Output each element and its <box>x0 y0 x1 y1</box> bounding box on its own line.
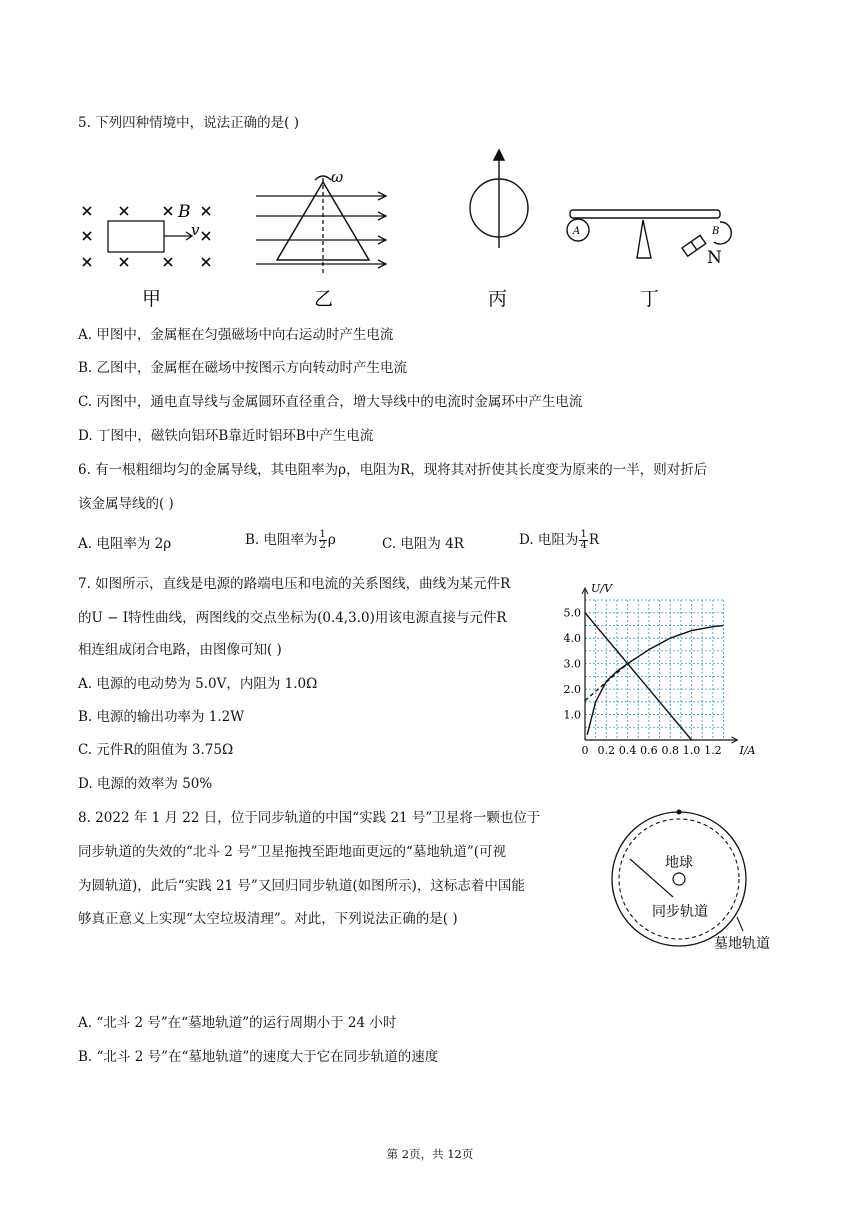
y-tick-label: 3.0 <box>563 657 581 671</box>
q8-stem-line2: 同步轨道的失效的“北斗 2 号”卫星拖拽至距地面更远的“墓地轨道”(可视 <box>78 844 507 860</box>
q6-option-c: C. 电阻为 4R <box>382 536 464 552</box>
q5-option-a: A. 甲图中，金属框在匀强磁场中向右运动时产生电流 <box>78 327 394 343</box>
q5-option-d: D. 丁图中，磁铁向铝环B靠近时铝环B中产生电流 <box>78 428 374 444</box>
x-tick-label: 0.8 <box>661 744 679 757</box>
label-sync: 同步轨道 <box>652 904 708 920</box>
x-tick-label: 0.4 <box>618 744 637 757</box>
q7-stem-line3: 相连组成闭合电路，由图像可知( ) <box>78 642 282 658</box>
q5-figures <box>70 140 790 320</box>
grave-pointer <box>737 917 743 931</box>
x-tick-label: 1.2 <box>704 744 722 757</box>
y-tick-label: 4.0 <box>563 632 581 646</box>
satellite-dot <box>677 810 682 815</box>
q6-option-d-text: D. 电阻为 <box>519 532 579 548</box>
fig-jia-v: v <box>191 221 200 239</box>
y-tick-label: 2.0 <box>563 683 581 697</box>
q8-stem-line3: 为圆轨道)，此后“实践 21 号”又回归同步轨道(如图所示)，这标志着中国能 <box>78 878 525 894</box>
fig-ding-N: N <box>707 248 722 268</box>
fig-label-ding: 丁 <box>640 288 660 310</box>
figure-yi <box>256 176 386 274</box>
q8-option-b: B. “北斗 2 号”在“墓地轨道”的速度大于它在同步轨道的速度 <box>78 1049 439 1065</box>
q6-option-b-unit: ρ <box>327 532 336 548</box>
fig-label-bing: 丙 <box>488 288 508 310</box>
x-tick-label: 1.0 <box>682 744 701 757</box>
label-earth: 地球 <box>665 855 693 871</box>
q7-option-a: A. 电源的电动势为 5.0V，内阻为 1.0Ω <box>78 676 318 692</box>
q5-option-c: C. 丙图中，通电直导线与金属圆环直径重合，增大导线中的电流时金属环中产生电流 <box>78 394 583 410</box>
q6-stem-line2: 该金属导线的( ) <box>78 496 174 512</box>
q6-option-d <box>519 530 599 551</box>
ui-chart <box>555 572 795 762</box>
q6-option-a: A. 电阻率为 2ρ <box>78 536 172 552</box>
fraction-half: $\frac{1}{2}$ <box>319 529 326 551</box>
earth-circle <box>673 873 685 885</box>
x-tick-label: 0.2 <box>597 744 616 757</box>
q5-option-b: B. 乙图中，金属框在磁场中按图示方向转动时产生电流 <box>78 360 408 376</box>
fig-yi-omega: ω <box>331 168 344 186</box>
q8-option-a: A. “北斗 2 号”在“墓地轨道”的运行周期小于 24 小时 <box>78 1015 397 1031</box>
q6-option-d-unit: R <box>588 532 599 548</box>
page-footer: 第 2页，共 12页 <box>386 1147 474 1161</box>
q6-option-b <box>245 530 336 551</box>
fig-ding-A: A <box>573 226 581 237</box>
sync-orbit <box>619 819 739 939</box>
grave-orbit <box>612 812 746 946</box>
q7-option-c: C. 元件R的阻值为 3.75Ω <box>78 742 234 758</box>
figure-bing <box>470 150 528 248</box>
q7-stem-line2: 的U − I特性曲线，两图线的交点坐标为(0.4,3.0)用该电源直接与元件R <box>78 610 507 626</box>
x-axis-label: I/A <box>739 744 756 757</box>
orbit-figure <box>605 805 790 965</box>
q6-stem-line1: 6. 有一根粗细均匀的金属导线，其电阻率为ρ，电阻为R，现将其对折使其长度变为原来的一半，则对折后 <box>78 462 708 478</box>
y-tick-label: 5.0 <box>563 606 581 620</box>
q5-stem: 5. 下列四种情境中，说法正确的是( ) <box>78 115 299 131</box>
q7-option-d: D. 电源的效率为 50% <box>78 776 213 792</box>
x-tick-label: 0.6 <box>640 744 658 757</box>
q7-stem-line1: 7. 如图所示，直线是电源的路端电压和电流的关系图线，曲线为某元件R <box>78 576 511 592</box>
y-tick-label: 1.0 <box>563 708 581 722</box>
q8-stem-line4: 够真正意义上实现“太空垃圾清理”。对此，下列说法正确的是( ) <box>78 911 458 927</box>
fraction-quarter: $\frac{1}{4}$ <box>580 529 587 551</box>
y-axis-label: U/V <box>591 582 612 595</box>
q8-stem-line1: 8. 2022 年 1 月 22 日，位于同步轨道的中国“实践 21 号”卫星将一颗也位于 <box>78 810 541 826</box>
fig-label-yi: 乙 <box>314 288 334 310</box>
x-tick-label: 0 <box>581 744 589 757</box>
q7-option-b: B. 电源的输出功率为 1.2W <box>78 709 245 725</box>
q6-option-b-text: B. 电阻率为 <box>245 532 318 548</box>
fig-label-jia: 甲 <box>142 288 162 310</box>
label-grave: 墓地轨道 <box>714 936 770 952</box>
fig-ding-B: B <box>712 226 720 237</box>
fig-jia-B: B <box>178 202 191 222</box>
